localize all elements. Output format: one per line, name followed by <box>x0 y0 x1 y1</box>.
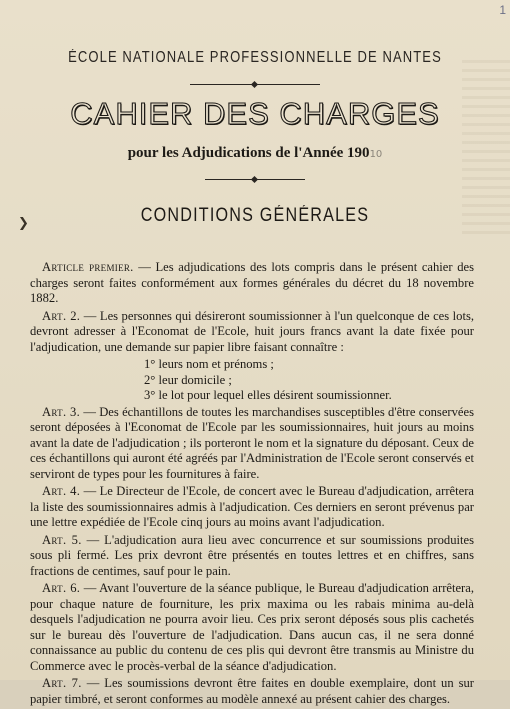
article-7 <box>30 676 474 707</box>
subtitle-text: pour les Adjudications de l'Année 190 <box>127 145 370 161</box>
article-text: — Les personnes qui désireront soumissionner à l'un quelconque de ces lots, devront adresser à l'Economat de l'Ecole, huit jours francs avant la date fixée pour l'adjudication, une demande sur papier libre faisant connaître : <box>30 308 474 354</box>
article-text: — Des échantillons de toutes les marchandises susceptibles d'être conservées seront déposées à l'Economat de l'Ecole par les soumissionnaires, huit jours au moins avant la date de l'adjudication ; ils porteront le nom et la signature du déposant. Ceux de ces échantillons qui auront été agréés par l'Administration de l'Ecole seront conservés et serviront de types pour les fournitures à faire. <box>30 404 474 481</box>
articles-body <box>30 260 474 709</box>
list-item: 3° le lot pour lequel elles désirent soumissionner. <box>144 388 392 402</box>
article-6 <box>30 581 474 674</box>
article-label: Art. 5. <box>42 532 82 547</box>
article-text: — L'adjudication aura lieu avec concurrence et sur soumissions produites sous pli fermé. Les prix devront être présentés en toutes lettres et en chiffres, sans fractions de centimes, sauf pour le pain. <box>30 532 474 578</box>
article-text: — Avant l'ouverture de la séance publique, le Bureau d'adjudication arrêtera, pour chaque nature de fourniture, les prix maxima ou les rabais minima au-delà desquels l'adjudication ne pourra avoir lieu. Ces prix seront déposés sous plis cachetés sur le bureau dès l'ouverture de l'adjudication. Dans aucun cas, il ne sera donné connaissance au public du contenu de ces plis qui devront être transmis au Ministre du Commerce avec le procès-verbal de la séance d'adjudication. <box>30 581 474 673</box>
article-3 <box>30 405 474 483</box>
list-item: 1° leurs nom et prénoms ; <box>144 357 274 371</box>
school-name: ÉCOLE NATIONALE PROFESSIONNELLE DE NANTES <box>68 49 442 66</box>
section-title: CONDITIONS GÉNÉRALES <box>140 205 370 226</box>
list-item: 2° leur domicile ; <box>144 372 232 387</box>
article-label: Art. 2. <box>42 308 81 323</box>
document-subtitle <box>0 145 510 162</box>
ornament-divider <box>190 84 320 85</box>
article-2 <box>30 309 474 356</box>
article-1 <box>30 260 474 307</box>
article-label: Article premier. <box>42 260 134 274</box>
article-text: — Les adjudications des lots compris dans le présent cahier des charges seront faites conformément aux formes générales du décret du 18 novembre 1882. <box>30 260 474 305</box>
article-2-list <box>30 357 474 404</box>
article-4 <box>30 484 474 531</box>
article-label: Art. 4. <box>42 484 81 498</box>
page-number: 1 <box>499 3 506 17</box>
ornament-divider <box>205 179 305 180</box>
article-5 <box>30 533 474 580</box>
handwritten-year: 10 <box>369 149 383 160</box>
article-text: — Le Directeur de l'Ecole, de concert avec le Bureau d'adjudication, arrêtera la liste des soumissionnaires admis à l'adjudication. Ces derniers en seront prévenus par une lettre expédiée de l'Ecole cinq jours au moins avant l'adjudication. <box>30 484 474 529</box>
document-title: CAHIER DES CHARGES <box>70 96 440 131</box>
article-text: — Les soumissions devront être faites en double exemplaire, dont un sur papier timbré, et seront conformes au modèle annexé au présent cahier des charges. <box>30 676 474 706</box>
article-label: Art. 7. <box>42 676 82 690</box>
binding-mark-icon: ❯ <box>18 216 29 231</box>
article-label: Art. 6. <box>42 581 81 595</box>
article-label: Art. 3. <box>42 404 81 419</box>
